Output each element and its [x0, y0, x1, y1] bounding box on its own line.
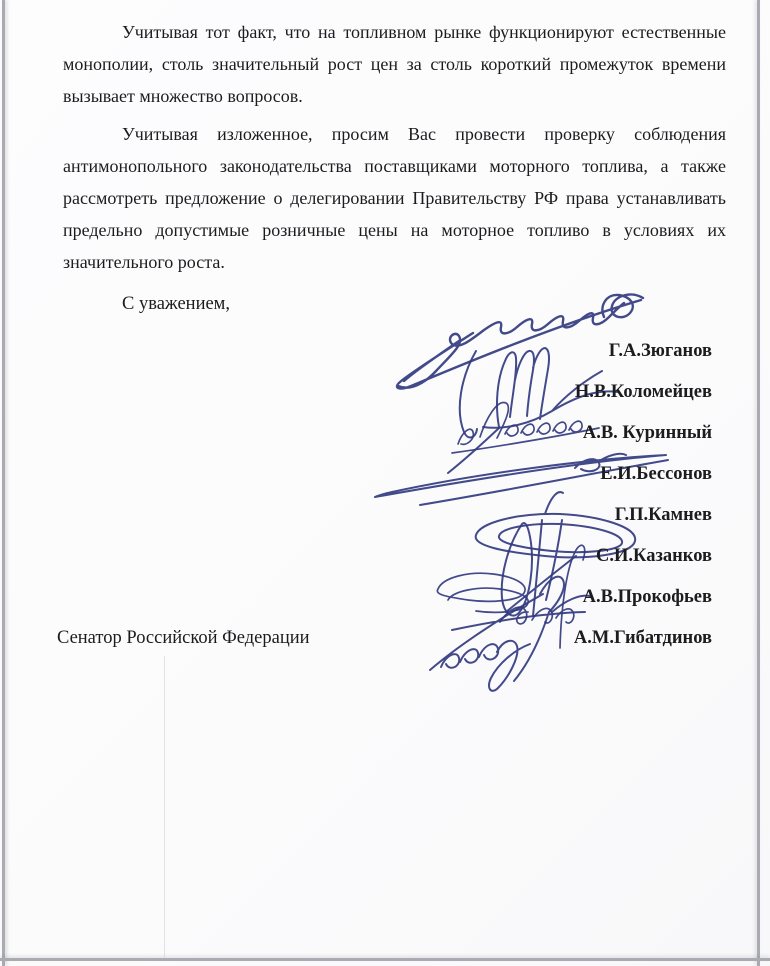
body-text-line: антимонопольного законодательства поставщиками моторного топлива, а также [63, 156, 726, 177]
closing-salutation: С уважением, [122, 294, 231, 314]
signers-list [574, 331, 712, 659]
signature-prokofiev [437, 545, 584, 648]
paragraph-2 [63, 119, 726, 278]
body-text-line: Учитывая тот факт, что на топливном рынке функционируют естественные [122, 22, 726, 42]
signer-name: А.В. Куринный [582, 423, 712, 443]
signer-name: А.В.Прокофьев [582, 587, 712, 607]
signer-name: Г.П.Камнев [614, 505, 712, 525]
body-text-line: Учитывая изложенное, просим Вас провести проверку соблюдения [122, 124, 726, 145]
paper-fold-line [164, 656, 165, 958]
body-text-line: предельно допустимые розничные цены на моторное топливо в условиях их [63, 219, 726, 240]
signer-name: А.М.Гибатдинов [573, 628, 712, 648]
page-right-edge [757, 0, 760, 966]
signature-kazankov [502, 520, 576, 616]
signer-name: Г.А.Зюганов [608, 341, 712, 361]
body-text-line: значительного роста. [63, 251, 225, 272]
signer-name: Н.В.Коломейцев [574, 382, 712, 402]
sender-title: Сенатор Российской Федерации [57, 628, 310, 648]
signature-gibatdinov [430, 577, 590, 691]
signer-name: Е.И.Бессонов [600, 464, 712, 484]
letter-body [63, 17, 726, 278]
body-text-line: вызывает множество вопросов. [63, 85, 303, 106]
page-left-edge [2, 0, 5, 966]
paragraph-1 [63, 17, 726, 112]
body-text-line: монополии, столь значительный рост цен за столь короткий промежуток времени [63, 53, 726, 74]
signer-name: С.И.Казанков [596, 546, 712, 566]
page-bottom-edge [0, 958, 770, 961]
body-text-line: рассмотреть предложение о делегировании Правительству РФ права устанавливать [63, 187, 726, 208]
